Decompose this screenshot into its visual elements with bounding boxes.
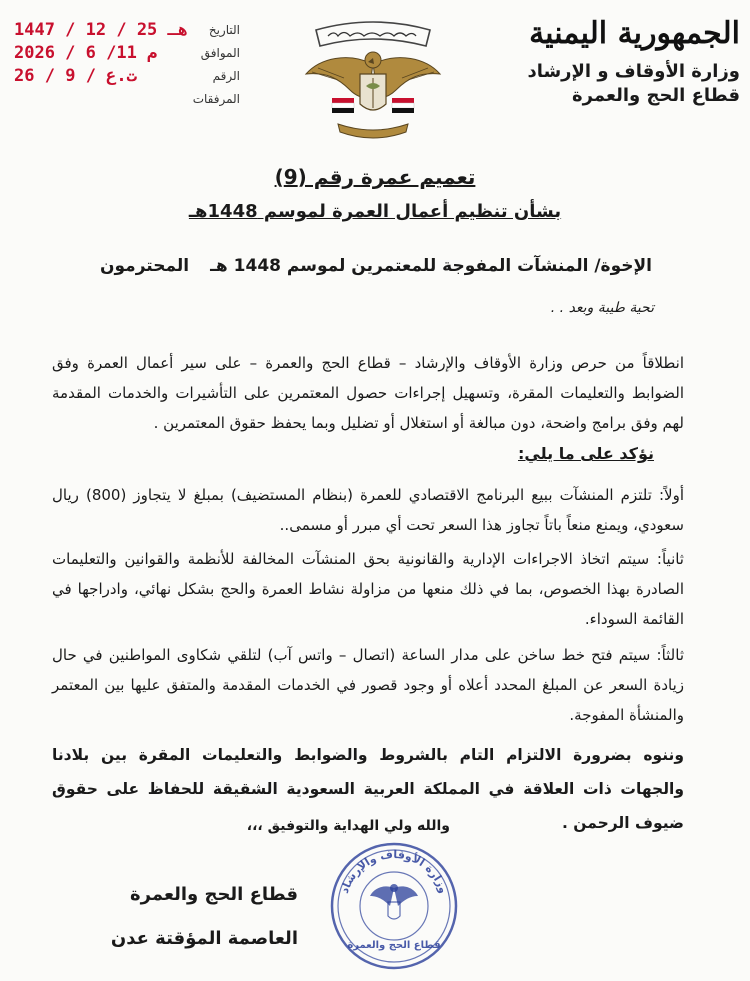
stamp-outer-text: وزارة الأوقاف والإرشاد [337,847,451,895]
point-third: ثالثاً: سيتم فتح خط ساخن على مدار الساعة (اتصال – واتس آب) لتلقي شكاوى المواطنين في حال زيادة السعر عن المبلغ المحدد أعلاه أو وجود قصور في الخدمات المقدمة والمتفق عليها بين المعتمر والمنشأة المفوجة. [52,646,684,724]
stamp-inner-text: قطاع الحج والعمرة [347,940,441,951]
closing-line: والله ولي الهداية والتوفيق ،،، [246,818,450,834]
stress-paragraph: وننوه بضرورة الالتزام التام بالشروط والضوابط والتعليمات المقرة بين بلادنا والجهات ذات العلاقة في المملكة العربية السعودية الشقيقة للحفاظ على حقوق ضيوف الرحمن . [52,746,684,832]
republic-title: الجمهورية اليمنية [529,16,740,51]
ref-row-attachments [10,89,250,112]
sector-name: قطاع الحج والعمرة [572,85,740,106]
ref-row-number [10,66,250,89]
circular-title: تعميم عمرة رقم (9) [274,165,476,189]
addressee: الإخوة/ المنشآت المفوجة للمعتمرين لموسم 1448 هـ [210,256,652,276]
intro-paragraph: انطلاقاً من حرص وزارة الأوقاف والإرشاد – قطاع الحج والعمرة – على سير أعمال العمرة وفق الضوابط والتعليمات المقرة، وتسهيل إجراءات حصول المعتمرين على التأشيرات والخدمات المقدمة لهم وفق برامج واضحة، دون مبالغة أو استغلال أو تضليل وبما يحفظ حقوق المعتمرين . [52,354,684,432]
letterhead-right [490,14,740,108]
ref-label: التاريخ [208,23,240,37]
reference-block [10,20,250,112]
ref-label: المرفقات [192,92,240,106]
point-second: ثانياً: سيتم اتخاذ الاجراءات الإدارية والقانونية بحق المنشآت المخالفة للأنظمة والقوانين والتعليمات الصادرة بهذا الخصوص، بما في ذلك منعها من مزاولة نشاط العمرة والحج بشكل نهائي، وادراجها في القائمة السوداء. [52,550,684,628]
ref-label: الرقم [212,69,240,83]
ref-value: ت.ع / 9 / 26 [14,66,137,86]
ref-value: 1447 / 12 / 25 هـ [14,20,189,40]
ministry-name: وزارة الأوقاف و الإرشاد [527,61,740,82]
greeting: تحية طيبة وبعد . . [550,300,654,316]
yemen-emblem-icon [298,12,448,152]
respected-salutation: المحترمون [100,256,190,276]
ref-row-date [10,20,250,43]
circular-subject: بشأن تنظيم أعمال العمرة لموسم 1448هـ [188,201,562,222]
signature-line-1: قطاع الحج والعمرة [130,884,298,905]
point-first: أولاً: تلتزم المنشآت ببيع البرنامج الاقتصادي للعمرة (بنظام المستضيف) بمبلغ لا يتجاوز (800) ريال سعودي، ويمنع منعاً باتاً تجاوز هذا السعر تحت أي مبرر أو مسمى.. [52,486,684,534]
ref-label: الموافق [200,46,240,60]
confirm-heading: نؤكد على ما يلي: [518,444,654,463]
ref-value: 2026 / 6 /11 م [14,43,158,63]
signature-line-2: العاصمة المؤقتة عدن [110,928,298,949]
official-stamp-icon [328,840,460,972]
ref-row-corresponding [10,43,250,66]
